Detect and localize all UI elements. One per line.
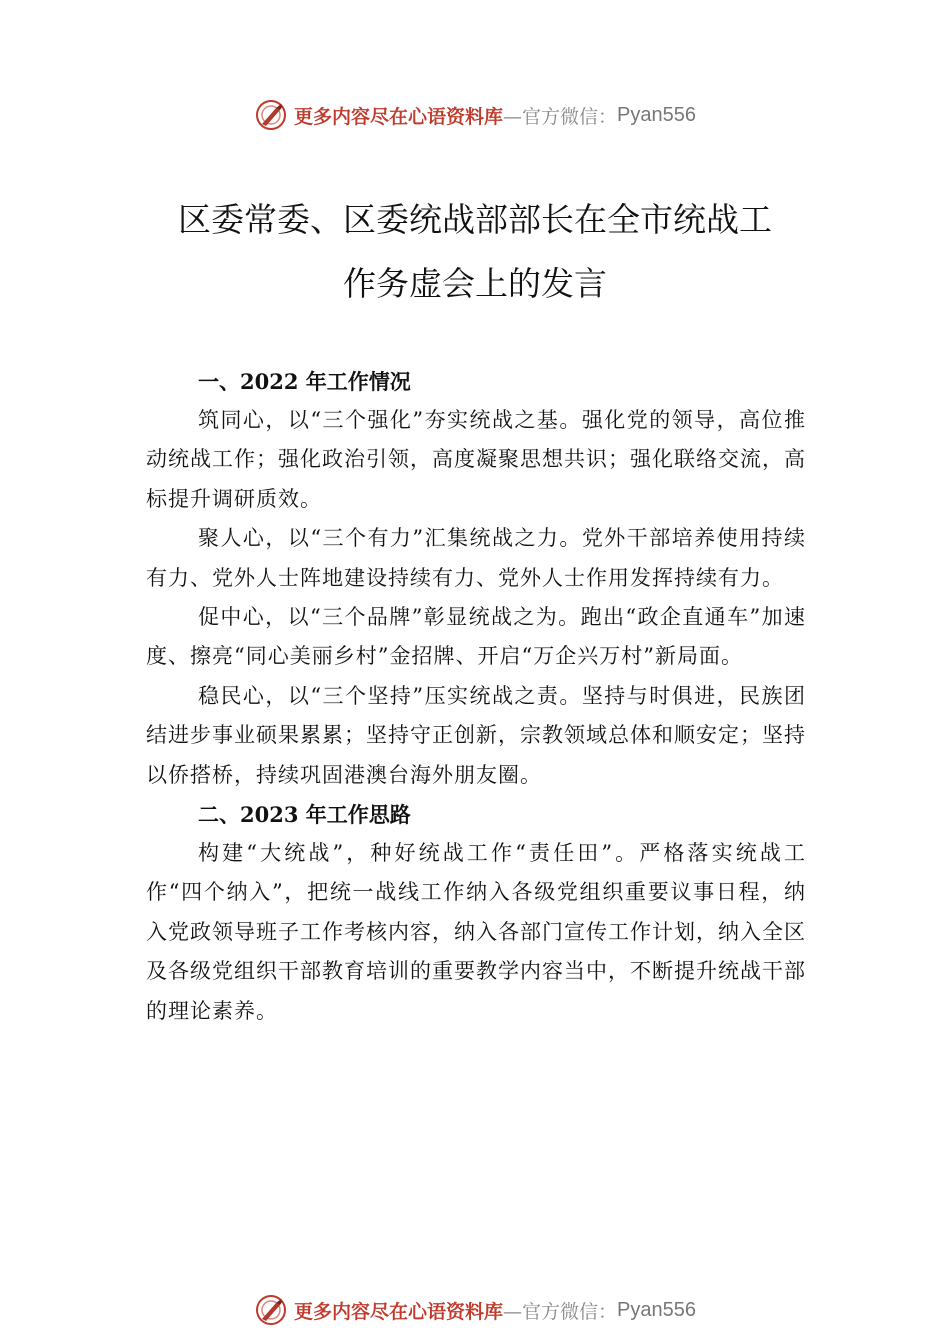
- section-heading: 一、2022 年工作情况: [198, 369, 411, 394]
- logo-icon: [254, 98, 288, 132]
- title-line-1: 区委常委、区委统战部部长在全市统战工: [178, 200, 772, 239]
- paragraph: 稳民心，以“三个坚持”压实统战之责。坚持与时俱进，民族团结进步事业硕果累累；坚持守正创新，宗教领域总体和顺安定；坚持以侨搭桥，持续巩固港澳台海外朋友圈。: [146, 683, 806, 787]
- document-body: [146, 362, 806, 1031]
- watermark-gray-text: —官方微信：: [503, 105, 618, 128]
- document-title: [120, 188, 830, 316]
- watermark-banner-top: [0, 95, 950, 135]
- watermark-wechat-id: Pyan556: [617, 1298, 696, 1321]
- logo-icon: [254, 1293, 288, 1327]
- watermark-red-text: 更多内容尽在心语资料库: [294, 1300, 504, 1323]
- paragraph: 促中心，以“三个品牌”彰显统战之为。跑出“政企直通车”加速度、擦亮“同心美丽乡村”金招牌、开启“万企兴万村”新局面。: [146, 605, 806, 669]
- paragraph: 聚人心，以“三个有力”汇集统战之力。党外干部培养使用持续有力、党外人士阵地建设持续有力、党外人士作用发挥持续有力。: [146, 526, 806, 590]
- watermark-banner-bottom: [0, 1290, 950, 1330]
- paragraph: 构建“大统战”，种好统战工作“责任田”。严格落实统战工作“四个纳入”，把统一战线工作纳入各级党组织重要议事日程，纳入党政领导班子工作考核内容，纳入各部门宣传工作计划，纳入全区及各级党组织干部教育培训的重要教学内容当中，不断提升统战干部的理论素养。: [146, 841, 806, 1023]
- paragraph: 筑同心，以“三个强化”夯实统战之基。强化党的领导，高位推动统战工作；强化政治引领，高度凝聚思想共识；强化联络交流，高标提升调研质效。: [146, 408, 806, 511]
- section-heading: 二、2023 年工作思路: [198, 802, 411, 828]
- watermark-red-text: 更多内容尽在心语资料库: [294, 105, 504, 128]
- title-line-2: 作务虚会上的发言: [343, 264, 607, 303]
- watermark-gray-text: —官方微信：: [503, 1300, 618, 1323]
- watermark-wechat-id: Pyan556: [617, 103, 696, 126]
